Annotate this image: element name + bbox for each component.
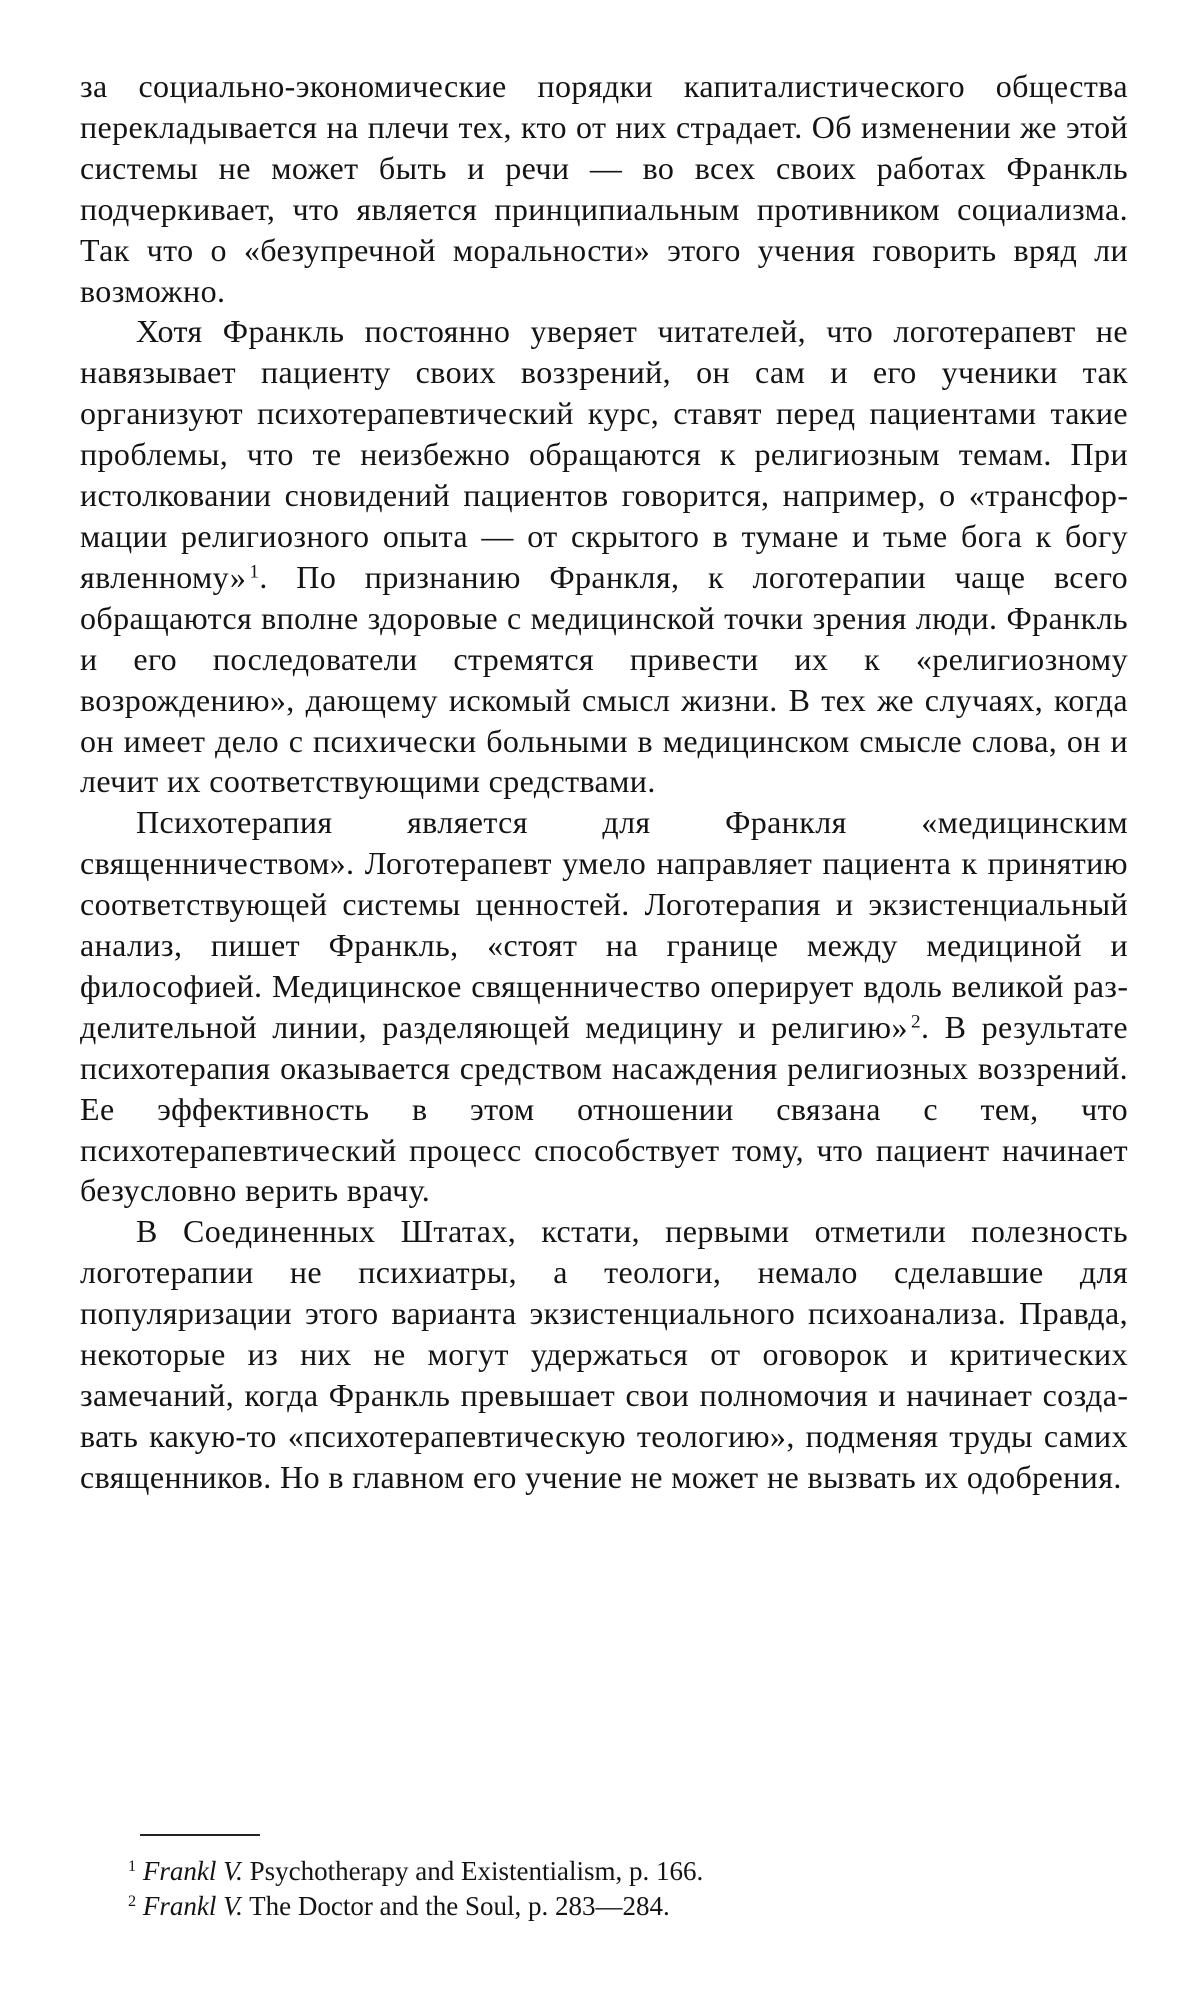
footnote-1 [128, 1854, 1128, 1889]
footnote-1-marker: 1 [128, 1857, 137, 1876]
footnote-1-source: Psychotherapy and Existentialism, p. 166. [249, 1856, 704, 1886]
paragraph-4-text: В Соединенных Штатах, кстати, первыми отметили полезность логотерапии не психиатры, а теологи, немало сделавшие для популяризации этого варианта экзистенциального психоанализа. Правда, некоторые из них не могут удержаться от оговорок и критических замечаний, когда Франкль превышает свои полномочия и начинает создавать какую-то «психотерапевтическую теологию», подменяя труды самих священников. Но в главном его учение не может не вызвать их одобрения. [80, 1213, 1128, 1495]
paragraph-4 [80, 1211, 1128, 1497]
footnote-separator [140, 1834, 260, 1836]
footnote-1-author: Frankl V. [142, 1856, 243, 1886]
footnote-ref-2[interactable]: 2 [910, 1011, 921, 1033]
paragraph-3-text-b: . В результате психотерапия оказывается средством насаждения религиозных воззрений. Ее эффективность в этом отношении связана с тем, что психотерапевтический процесс способствует тому, что пациент начинает безусловно верить врачу. [80, 1008, 1129, 1209]
paragraph-2-text-b: . По признанию Франкля, к логотерапии чаще всего обращаются вполне здоровые с медицинской точки зрения люди. Франкль и его последователи стремятся привести их к «религиозному возрождению», дающему искомый смысл жизни. В тех же случаях, когда он имеет дело с психически больными в медицинском смысле слова, он и лечит их соответствующими средствами. [80, 558, 1128, 800]
footnote-2-marker: 2 [128, 1892, 137, 1911]
footnote-2-author: Frankl V. [142, 1891, 243, 1921]
paragraph-2 [80, 311, 1128, 802]
paragraph-1 [80, 66, 1128, 311]
page-body [80, 66, 1128, 1498]
paragraph-2-text-a: Хотя Франкль постоянно уверяет читателей, что логотерапевт не навязывает пациенту своих воззрений, он сам и его ученики так организуют психотерапевтический курс, ставят перед пациентами такие проблемы, что те неизбежно обращаются к религиозным темам. При истолковании сновидений пациентов говорится, например, о «трансформации религиозного опыта — от скрытого в тумане и тьме бога к богу явленному» [80, 313, 1128, 595]
footnote-2-source: The Doctor and the Soul, p. 283—284. [249, 1891, 670, 1921]
paragraph-3 [80, 802, 1128, 1211]
footnote-2 [128, 1889, 1128, 1924]
paragraph-1-text: за социально-экономические порядки капиталистического общества перекладывается на плечи тех, кто от них страдает. Об изменении же этой системы не может быть и речи — во всех своих работах Франкль подчеркивает, что является принципиальным противником социализма. Так что о «безупречной моральности» этого учения говорить вряд ли возможно. [80, 68, 1128, 309]
footnotes [128, 1854, 1128, 1924]
paragraph-3-text-a: Психотерапия является для Франкля «медицинским священничеством». Логотерапевт умело направляет пациента к принятию соответствующей системы ценностей. Логотерапия и экзистенциальный анализ, пишет Франкль, «стоят на границе между медициной и философией. Медицинское священничество оперирует вдоль великой разделительной линии, разделяющей медицину и религию» [80, 804, 1128, 1045]
footnote-ref-1[interactable]: 1 [249, 561, 260, 583]
